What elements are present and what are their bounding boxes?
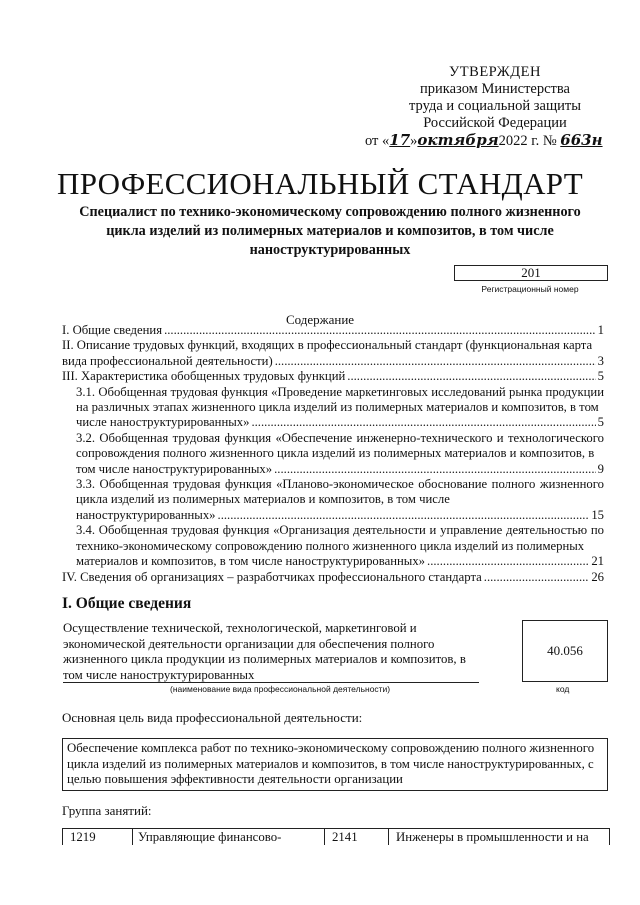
toc-item[interactable]: 3.4. Обобщенная трудовая функция «Организация деятельности и управление деятельностью по технико-экономическому сопровождению полного жизненного цикла изделий из полимерных материалов и композитов, в том числе наноструктурированных» ..... 21 [62, 523, 604, 569]
toc-item[interactable]: I. Общие сведения ..... 1 [62, 323, 604, 338]
goal-label: Основная цель вида профессиональной деятельности: [62, 710, 363, 725]
activity-code-box: 40.056 [522, 620, 608, 682]
handwritten-day: 17 [389, 131, 411, 149]
toc-item[interactable]: IV. Сведения об организациях – разработчиках профессионального стандарта ..... 26 [62, 570, 604, 585]
divider [63, 682, 479, 683]
table-border [388, 829, 389, 845]
document-title: ПРОФЕССИОНАЛЬНЫЙ СТАНДАРТ [57, 166, 583, 201]
handwritten-month: октября [417, 131, 499, 149]
activity-kind-label: (наименование вида профессиональной деятельности) [170, 684, 391, 694]
activity-kind-text: Осуществление технической, технологической, маркетинговой и экономической деятельности организации для обеспечения полного жизненного цикла продукции из полимерных материалов и композитов, в том числе наноструктурированных [63, 621, 466, 682]
toc-item[interactable]: 3.2. Обобщенная трудовая функция «Обеспечение инженерно-технического и технологического сопровождения полного жизненного цикла изделий из полимерных материалов и композитов, в том числе наноструктурированных» ..... 9 [62, 431, 604, 477]
approval-line: Российской Федерации [423, 115, 567, 131]
section-heading: I. Общие сведения [62, 595, 192, 612]
table-cell: 2141 [332, 830, 358, 844]
approval-line: приказом Министерства [420, 81, 570, 97]
approval-title: УТВЕРЖДЕН [449, 64, 541, 80]
approval-date: от «17»октября2022 г. № 663н [365, 131, 603, 149]
table-border [132, 829, 133, 845]
table-border [324, 829, 325, 845]
handwritten-number: 663н [560, 131, 603, 149]
registration-number-box: 201 [454, 265, 608, 281]
toc-item[interactable]: 3.1. Обобщенная трудовая функция «Проведение маркетинговых исследований рынка продукции на различных этапах жизненного цикла изделий из полимерных материалов и композитов, в том числе наноструктурированных» ..... 5 [62, 385, 604, 431]
approval-block [365, 64, 603, 150]
toc-item[interactable]: 3.3. Обобщенная трудовая функция «Планово-экономическое обоснование полного жизненного цикла изделий из полимерных материалов и композитов, в том числе наноструктурированных» ..... 15 [62, 477, 604, 523]
goal-text-box: Обеспечение комплекса работ по технико-экономическому сопровождению полного жизненного цикла изделий из полимерных материалов и композитов, в том числе наноструктурированных, с целью повышения эффективности деятельности организации [62, 738, 608, 791]
activity-code-label: код [556, 684, 570, 694]
table-border [62, 829, 63, 845]
standard-name: Специалист по технико-экономическому сопровождению полного жизненного цикла изделий из полимерных материалов и композитов, в том числе наноструктурированных [79, 204, 581, 258]
table-border [609, 829, 610, 845]
table-of-contents [62, 323, 604, 585]
occupation-group-label: Группа занятий: [62, 803, 152, 818]
occupation-group-table [62, 828, 610, 845]
registration-number-label: Регистрационный номер [481, 284, 579, 294]
toc-item[interactable]: III. Характеристика обобщенных трудовых функций ..... 5 [62, 369, 604, 384]
approval-line: труда и социальной защиты [409, 98, 581, 114]
toc-title: Содержание [285, 312, 355, 327]
table-cell: 1219 [70, 830, 96, 844]
table-cell: Инженеры в промышленности и на [396, 830, 589, 844]
toc-item[interactable]: II. Описание трудовых функций, входящих в профессиональный стандарт (функциональная карта вида профессиональной деятельности) ..... 3 [62, 338, 604, 369]
table-cell: Управляющие финансово- [138, 830, 282, 844]
